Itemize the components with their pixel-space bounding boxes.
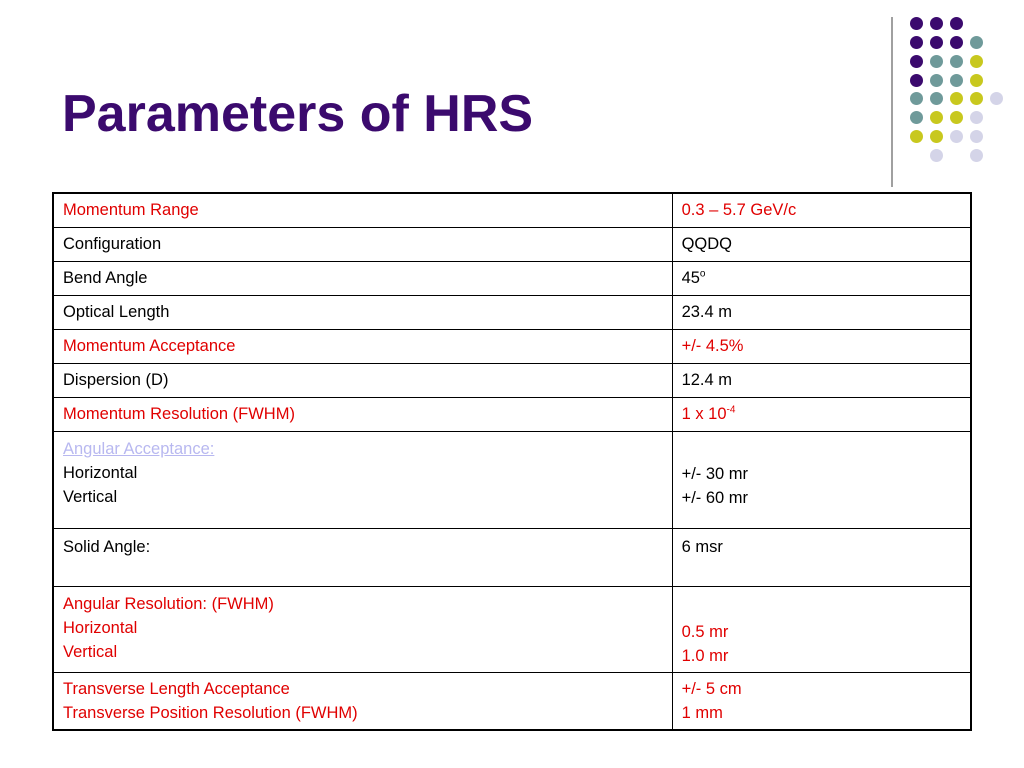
param-cell: Bend Angle <box>53 261 672 295</box>
dot <box>950 111 963 124</box>
dot <box>930 17 943 30</box>
value-sub: 0.5 mr <box>681 622 729 641</box>
param-cell <box>53 672 672 730</box>
table-row <box>53 329 971 363</box>
param-cell: Optical Length <box>53 295 672 329</box>
param-cell <box>53 586 672 672</box>
slide-title: Parameters of HRS <box>62 85 534 143</box>
param-cell <box>53 431 672 528</box>
param-line: Transverse Length Acceptance <box>63 679 290 698</box>
dot <box>950 74 963 87</box>
dot <box>970 149 983 162</box>
dot <box>910 17 923 30</box>
dot <box>930 130 943 143</box>
param-sub-label: Horizontal <box>63 618 138 637</box>
value-cell: 12.4 m <box>672 363 971 397</box>
param-cell: Momentum Range <box>53 193 672 227</box>
table-row <box>53 363 971 397</box>
param-cell: Momentum Acceptance <box>53 329 672 363</box>
value-line: 1 mm <box>681 703 723 722</box>
value-cell: 23.4 m <box>672 295 971 329</box>
param-heading: Angular Resolution: (FWHM) <box>63 594 274 613</box>
dot <box>950 17 963 30</box>
value-cell <box>672 586 971 672</box>
value-cell: +/- 4.5% <box>672 329 971 363</box>
dot <box>930 36 943 49</box>
dot <box>930 111 943 124</box>
dot <box>910 130 923 143</box>
param-cell: Configuration <box>53 227 672 261</box>
param-sub-label: Vertical <box>63 487 118 506</box>
dot <box>930 92 943 105</box>
dot <box>930 74 943 87</box>
dot <box>910 36 923 49</box>
table-row <box>53 397 971 431</box>
dot <box>950 92 963 105</box>
value-line: +/- 5 cm <box>681 679 742 698</box>
dot <box>930 55 943 68</box>
dot <box>970 74 983 87</box>
value-cell <box>672 261 971 295</box>
table-row <box>53 528 971 586</box>
value-text: 1 x 10 <box>681 405 727 423</box>
dot <box>930 149 943 162</box>
hrs-parameters-table <box>52 192 972 731</box>
dot <box>950 130 963 143</box>
param-line: Transverse Position Resolution (FWHM) <box>63 703 358 722</box>
dot <box>950 55 963 68</box>
dot <box>990 92 1003 105</box>
dot <box>950 36 963 49</box>
value-text: 45 <box>681 269 700 287</box>
value-cell: QQDQ <box>672 227 971 261</box>
dot <box>910 55 923 68</box>
value-sub: +/- 60 mr <box>681 488 749 507</box>
table-row <box>53 261 971 295</box>
table-row <box>53 227 971 261</box>
param-sub-label: Vertical <box>63 642 118 661</box>
value-cell <box>672 397 971 431</box>
value-sub: +/- 30 mr <box>681 464 749 483</box>
value-cell <box>672 431 971 528</box>
value-cell: 0.3 – 5.7 GeV/c <box>672 193 971 227</box>
decorative-divider <box>891 17 893 187</box>
dot <box>970 92 983 105</box>
value-cell: 6 msr <box>672 528 971 586</box>
dot <box>970 111 983 124</box>
param-sub-label: Horizontal <box>63 463 138 482</box>
value-cell <box>672 672 971 730</box>
dot <box>970 130 983 143</box>
table-row <box>53 295 971 329</box>
table-row <box>53 586 971 672</box>
value-sub: 1.0 mr <box>681 646 729 665</box>
angular-acceptance-link[interactable]: Angular Acceptance: <box>63 439 215 458</box>
dot <box>910 111 923 124</box>
param-cell: Momentum Resolution (FWHM) <box>53 397 672 431</box>
dot <box>910 74 923 87</box>
dot <box>970 36 983 49</box>
dot <box>970 55 983 68</box>
param-cell: Solid Angle: <box>53 528 672 586</box>
dot <box>910 92 923 105</box>
table-row <box>53 431 971 528</box>
value-superscript: o <box>699 268 706 280</box>
table-row <box>53 672 971 730</box>
table-row <box>53 193 971 227</box>
value-superscript: -4 <box>726 404 736 416</box>
param-cell: Dispersion (D) <box>53 363 672 397</box>
